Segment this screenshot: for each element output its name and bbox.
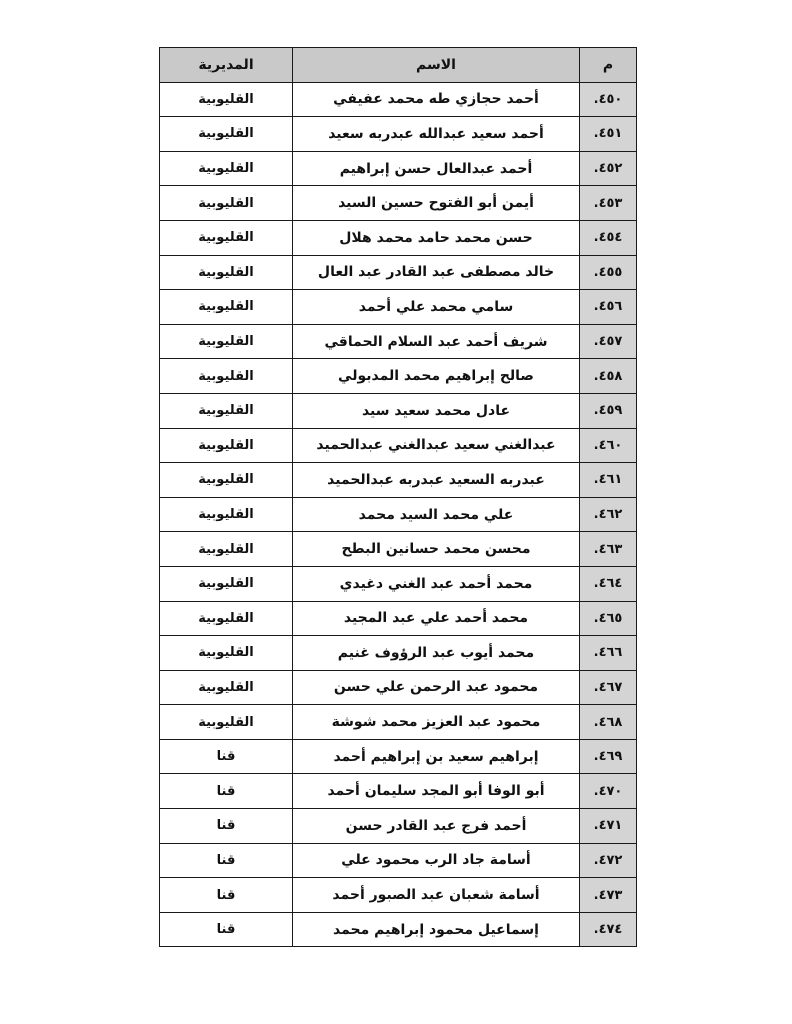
row-number: ٤٥٦.	[580, 290, 637, 325]
row-number: ٤٧٠.	[580, 774, 637, 809]
row-number: ٤٧١.	[580, 809, 637, 844]
row-name: أيمن أبو الفتوح حسين السيد	[293, 186, 580, 221]
table-row	[160, 566, 637, 601]
row-name: أسامة جاد الرب محمود علي	[293, 843, 580, 878]
row-directorate: القليوبية	[160, 82, 293, 117]
table-row	[160, 601, 637, 636]
table-row	[160, 670, 637, 705]
row-name: عادل محمد سعيد سيد	[293, 393, 580, 428]
row-number: ٤٧٤.	[580, 912, 637, 947]
row-name: محمود عبد الرحمن علي حسن	[293, 670, 580, 705]
table-body	[160, 82, 637, 947]
row-directorate: القليوبية	[160, 497, 293, 532]
row-name: خالد مصطفى عبد القادر عبد العال	[293, 255, 580, 290]
row-name: محمود عبد العزيز محمد شوشة	[293, 705, 580, 740]
row-name: أبو الوفا أبو المجد سليمان أحمد	[293, 774, 580, 809]
row-number: ٤٦٩.	[580, 739, 637, 774]
header-name: الاسم	[293, 48, 580, 83]
row-directorate: قنا	[160, 774, 293, 809]
row-name: صالح إبراهيم محمد المدبولي	[293, 359, 580, 394]
row-name: سامي محمد علي أحمد	[293, 290, 580, 325]
row-number: ٤٦٣.	[580, 532, 637, 567]
row-directorate: القليوبية	[160, 705, 293, 740]
table-row	[160, 809, 637, 844]
row-directorate: القليوبية	[160, 359, 293, 394]
row-name: عبدربه السعيد عبدربه عبدالحميد	[293, 463, 580, 498]
row-name: إبراهيم سعيد بن إبراهيم أحمد	[293, 739, 580, 774]
table-row	[160, 186, 637, 221]
row-directorate: القليوبية	[160, 670, 293, 705]
row-name: حسن محمد حامد محمد هلال	[293, 220, 580, 255]
header-row	[160, 48, 637, 83]
row-number: ٤٥٨.	[580, 359, 637, 394]
row-directorate: القليوبية	[160, 151, 293, 186]
table-row	[160, 497, 637, 532]
row-number: ٤٦٨.	[580, 705, 637, 740]
row-number: ٤٦٢.	[580, 497, 637, 532]
row-name: أحمد حجازي طه محمد عفيفي	[293, 82, 580, 117]
row-directorate: القليوبية	[160, 532, 293, 567]
row-number: ٤٦٥.	[580, 601, 637, 636]
table-row	[160, 912, 637, 947]
row-name: محسن محمد حسانين البطح	[293, 532, 580, 567]
table-row	[160, 774, 637, 809]
table-row	[160, 151, 637, 186]
row-number: ٤٥٥.	[580, 255, 637, 290]
table-row	[160, 532, 637, 567]
row-number: ٤٥٧.	[580, 324, 637, 359]
row-directorate: القليوبية	[160, 463, 293, 498]
row-directorate: القليوبية	[160, 255, 293, 290]
row-number: ٤٦٦.	[580, 636, 637, 671]
row-directorate: قنا	[160, 912, 293, 947]
row-name: أحمد سعيد عبدالله عبدربه سعيد	[293, 117, 580, 152]
names-table	[159, 47, 637, 947]
row-name: شريف أحمد عبد السلام الحماقي	[293, 324, 580, 359]
row-number: ٤٦٧.	[580, 670, 637, 705]
row-number: ٤٥٢.	[580, 151, 637, 186]
row-directorate: القليوبية	[160, 566, 293, 601]
row-directorate: القليوبية	[160, 636, 293, 671]
row-number: ٤٧٢.	[580, 843, 637, 878]
row-directorate: القليوبية	[160, 290, 293, 325]
row-directorate: القليوبية	[160, 428, 293, 463]
row-name: أحمد فرج عبد القادر حسن	[293, 809, 580, 844]
row-directorate: قنا	[160, 878, 293, 913]
row-name: أحمد عبدالعال حسن إبراهيم	[293, 151, 580, 186]
table-row	[160, 82, 637, 117]
table-row	[160, 739, 637, 774]
row-name: أسامة شعبان عبد الصبور أحمد	[293, 878, 580, 913]
row-number: ٤٧٣.	[580, 878, 637, 913]
row-directorate: القليوبية	[160, 324, 293, 359]
row-name: إسماعيل محمود إبراهيم محمد	[293, 912, 580, 947]
header-number: م	[580, 48, 637, 83]
row-directorate: القليوبية	[160, 393, 293, 428]
row-directorate: قنا	[160, 739, 293, 774]
table-row	[160, 117, 637, 152]
row-number: ٤٥٠.	[580, 82, 637, 117]
table-row	[160, 636, 637, 671]
table-row	[160, 359, 637, 394]
row-name: علي محمد السيد محمد	[293, 497, 580, 532]
table-row	[160, 255, 637, 290]
table-row	[160, 393, 637, 428]
row-directorate: القليوبية	[160, 601, 293, 636]
table-row	[160, 220, 637, 255]
row-number: ٤٥٣.	[580, 186, 637, 221]
table-row	[160, 428, 637, 463]
row-name: محمد أيوب عبد الرؤوف غنيم	[293, 636, 580, 671]
row-number: ٤٦٤.	[580, 566, 637, 601]
row-number: ٤٦١.	[580, 463, 637, 498]
table-row	[160, 290, 637, 325]
row-number: ٤٥٤.	[580, 220, 637, 255]
row-number: ٤٥٩.	[580, 393, 637, 428]
row-directorate: قنا	[160, 843, 293, 878]
row-name: عبدالغني سعيد عبدالغني عبدالحميد	[293, 428, 580, 463]
row-directorate: قنا	[160, 809, 293, 844]
row-name: محمد أحمد عبد الغني دغيدي	[293, 566, 580, 601]
table-row	[160, 705, 637, 740]
row-directorate: القليوبية	[160, 186, 293, 221]
header-directorate: المديرية	[160, 48, 293, 83]
table-row	[160, 324, 637, 359]
row-number: ٤٦٠.	[580, 428, 637, 463]
row-directorate: القليوبية	[160, 117, 293, 152]
row-directorate: القليوبية	[160, 220, 293, 255]
table-row	[160, 843, 637, 878]
row-name: محمد أحمد علي عبد المجيد	[293, 601, 580, 636]
table-header	[160, 48, 637, 83]
table-row	[160, 878, 637, 913]
table-row	[160, 463, 637, 498]
row-number: ٤٥١.	[580, 117, 637, 152]
